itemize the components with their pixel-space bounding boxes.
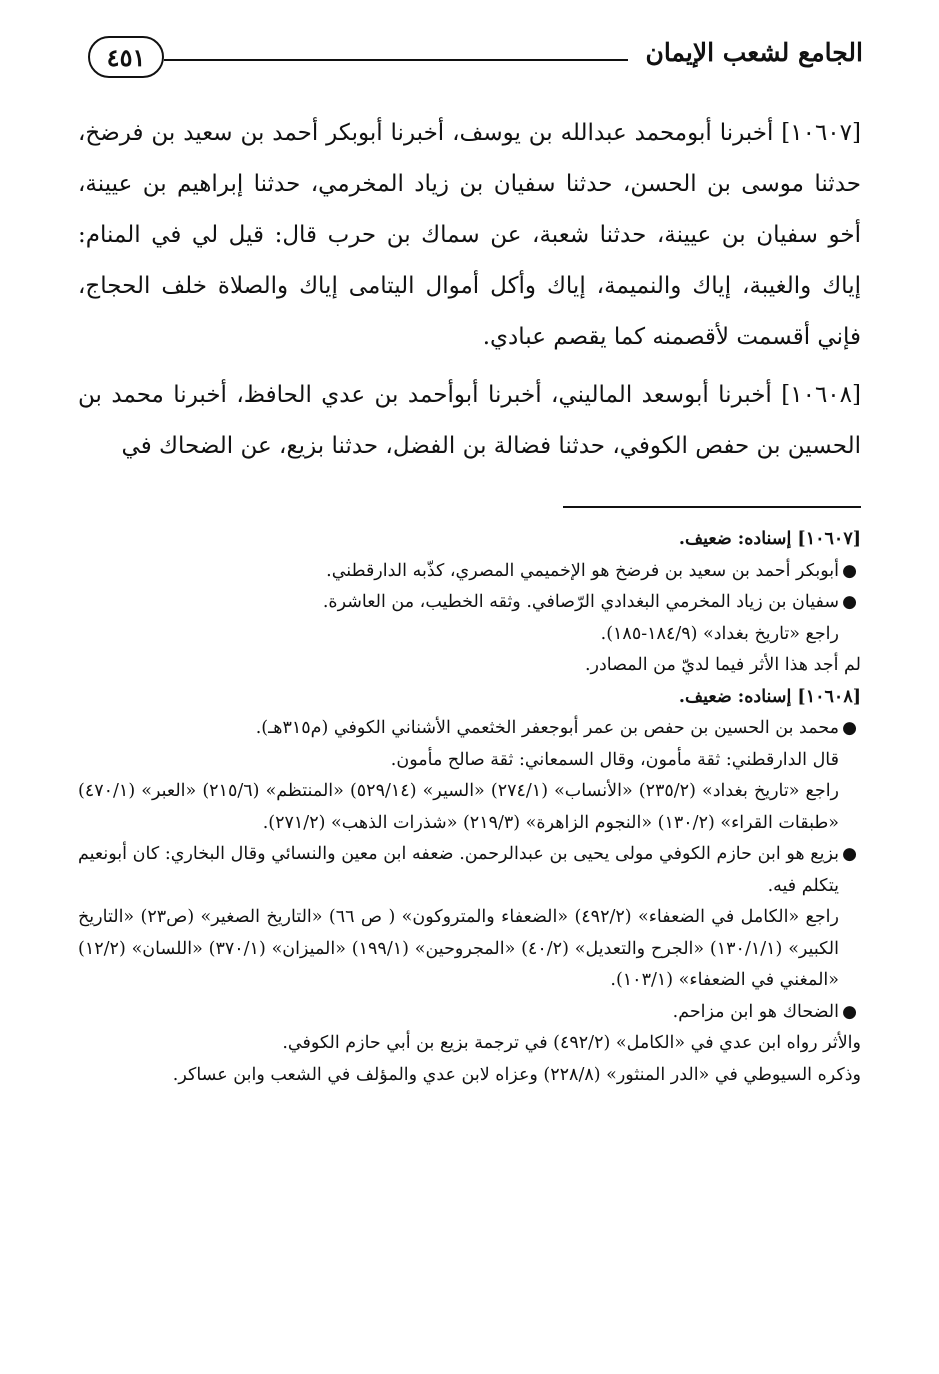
page-number — [88, 36, 164, 78]
footnote-separator — [563, 506, 861, 508]
header-rule — [164, 59, 628, 61]
footnote-note: وذكره السيوطي في «الدر المنثور» (٢٢٨/٨) وعزاه لابن عدي والمؤلف في الشعب وابن عساكر. — [172, 1064, 861, 1085]
bullet-icon: ● — [842, 718, 857, 738]
footnote-text: أبوبكر أحمد بن سعيد بن فرضخ هو الإخميمي المصري، كذّبه الدارقطني. — [326, 560, 839, 581]
hadith-10608: [١٠٦٠٨] أخبرنا أبوسعد الماليني، أخبرنا أبوأحمد بن عدي الحافظ، أخبرنا محمد بن الحسين بن حفص الكوفي، حدثنا فضالة بن الفضل، حدثنا بزيع، عن الضحاك في — [78, 382, 861, 459]
footnote-reference: راجع «تاريخ بغداد» (٢٣٥/٢) «الأنساب» (٢٧٤/١) «السير» (٥٢٩/١٤) «المنتظم» (٢١٥/٦) «العبر» (٤٧٠/١) «طبقات القراء» (١٣٠/٢) «النجوم الزاهرة» (٢١٩/٣) «شذرات الذهب» (٢٧١/٢). — [78, 781, 840, 833]
footnote-10607-heading: [١٠٦٠٧] إسناده: ضعيف. — [678, 529, 861, 549]
bullet-icon: ● — [842, 560, 857, 581]
footnote-note: والأثر رواه ابن عدي في «الكامل» (٤٩٢/٢) في ترجمة بزيع بن أبي حازم الكوفي. — [282, 1033, 861, 1053]
main-text — [78, 108, 861, 479]
page-number-text: ٤٥١ — [106, 42, 146, 72]
book-title: الجامع لشعب الإيمان — [645, 38, 863, 67]
bullet-icon: ● — [842, 592, 857, 612]
footnote-reference: راجع «تاريخ بغداد» (١٨٤/٩-١٨٥). — [600, 623, 839, 644]
footnote-bullet — [78, 997, 861, 1029]
footnote-text: بزيع هو ابن حازم الكوفي مولى يحيى بن عبدالرحمن. ضعفه ابن معين والنسائي وقال البخاري: كان أبونعيم يتكلم فيه. — [78, 844, 839, 896]
bullet-icon: ● — [842, 844, 857, 864]
page-header — [88, 28, 863, 84]
bullet-icon: ● — [842, 1001, 857, 1022]
footnote-bullet — [78, 556, 861, 588]
footnote-bullet — [78, 839, 861, 902]
footnote-bullet — [78, 713, 861, 745]
footnotes — [78, 524, 861, 1091]
footnote-bullet — [78, 587, 861, 619]
footnote-text: محمد بن الحسين بن حفص بن عمر أبوجعفر الخثعمي الأشناني الكوفي (م٣١٥هـ). — [255, 718, 839, 738]
footnote-10608-heading: [١٠٦٠٨] إسناده: ضعيف. — [678, 686, 861, 707]
footnote-reference: راجع «الكامل في الضعفاء» (٤٩٢/٢) «الضعفاء والمتروكون» ( ص ٦٦) «التاريخ الصغير» (ص٢٣) «التاريخ الكبير» (١٣٠/١/١) «الجرح والتعديل» (٤٠/٢) «المجروحين» (١٩٩/١) «الميزان» (٣٧٠/١) «اللسان» (١٢/٢) «المغني في الضعفاء» (١٠٣/١). — [78, 907, 839, 990]
footnote-text: الضحاك هو ابن مزاحم. — [672, 1001, 839, 1022]
hadith-10607: [١٠٦٠٧] أخبرنا أبومحمد عبدالله بن يوسف، أخبرنا أبوبكر أحمد بن سعيد بن فرضخ، حدثنا موسى بن الحسن، حدثنا سفيان بن زياد المخرمي، حدثنا إبراهيم بن عيينة، أخو سفيان بن عيينة، حدثنا شعبة، عن سماك بن حرب قال: قيل لي في المنام: إياك والغيبة، إياك والنميمة، إياك وأكل أموال اليتامى إياك والصلاة خلف الحجاج، فإني أقسمت لأقصمنه كما يقصم عبادي. — [78, 120, 861, 350]
footnote-note: لم أجد هذا الأثر فيما لديّ من المصادر. — [584, 655, 861, 675]
footnote-text: سفيان بن زياد المخرمي البغدادي الرّصافي. وثقه الخطيب، من العاشرة. — [322, 592, 839, 612]
footnote-text: قال الدارقطني: ثقة مأمون، وقال السمعاني: ثقة صالح مأمون. — [390, 749, 839, 770]
